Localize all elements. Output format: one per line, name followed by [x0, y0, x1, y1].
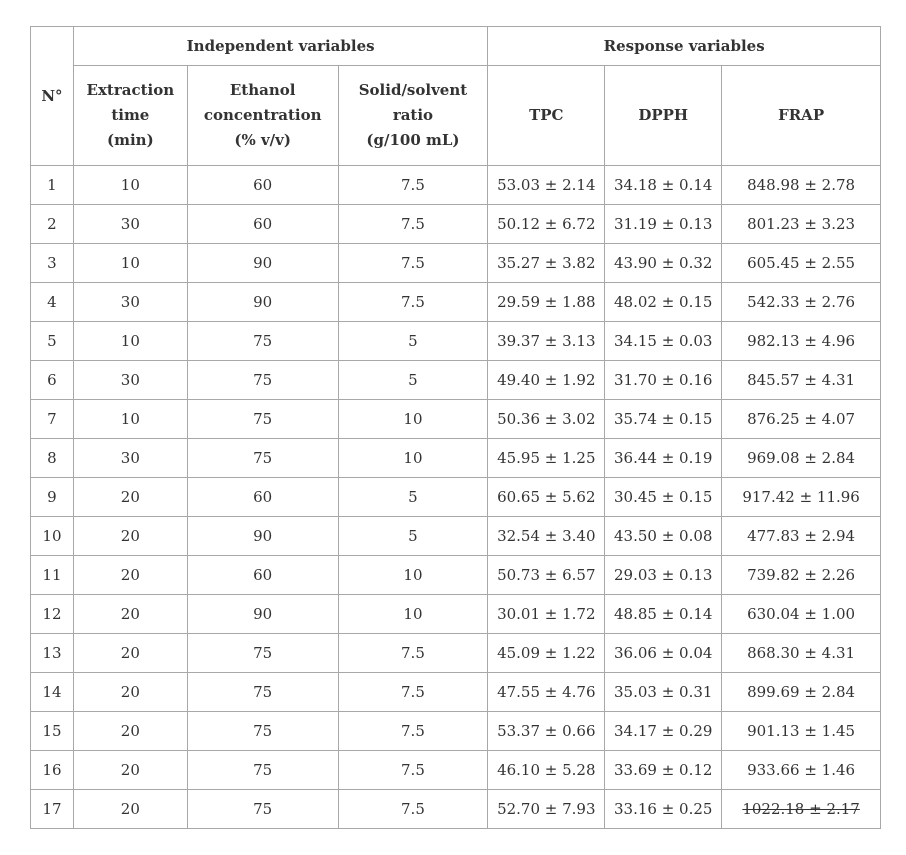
cell-extraction-time: 20: [73, 634, 187, 673]
table-row: [31, 322, 881, 361]
cell-dpph: 36.44 ± 0.19: [605, 439, 722, 478]
cell-tpc: 47.55 ± 4.76: [488, 673, 605, 712]
cell-frap: 845.57 ± 4.31: [722, 361, 881, 400]
cell-solid-solvent-ratio: 7.5: [338, 634, 488, 673]
cell-solid-solvent-ratio: 10: [338, 439, 488, 478]
cell-frap: 876.25 ± 4.07: [722, 400, 881, 439]
table-row: [31, 439, 881, 478]
cell-ethanol-concentration: 90: [187, 595, 338, 634]
cell-number: 13: [31, 634, 74, 673]
cell-frap: 542.33 ± 2.76: [722, 283, 881, 322]
results-table: [30, 26, 881, 829]
cell-number: 5: [31, 322, 74, 361]
cell-frap: 477.83 ± 2.94: [722, 517, 881, 556]
cell-solid-solvent-ratio: 5: [338, 478, 488, 517]
col-header-dpph: DPPH: [605, 66, 722, 166]
cell-ethanol-concentration: 75: [187, 634, 338, 673]
cell-number: 4: [31, 283, 74, 322]
cell-solid-solvent-ratio: 7.5: [338, 283, 488, 322]
cell-ethanol-concentration: 90: [187, 283, 338, 322]
cell-ethanol-concentration: 75: [187, 439, 338, 478]
cell-extraction-time: 20: [73, 751, 187, 790]
cell-extraction-time: 20: [73, 790, 187, 829]
cell-frap: 899.69 ± 2.84: [722, 673, 881, 712]
col-header-ethanol-concentration: Ethanol concentration (% v/v): [187, 66, 338, 166]
cell-frap: 982.13 ± 4.96: [722, 322, 881, 361]
cell-frap: 739.82 ± 2.26: [722, 556, 881, 595]
table-row: [31, 712, 881, 751]
cell-dpph: 36.06 ± 0.04: [605, 634, 722, 673]
table-row: [31, 400, 881, 439]
cell-number: 16: [31, 751, 74, 790]
cell-ethanol-concentration: 90: [187, 244, 338, 283]
cell-frap: 605.45 ± 2.55: [722, 244, 881, 283]
table-row: [31, 673, 881, 712]
cell-dpph: 34.17 ± 0.29: [605, 712, 722, 751]
cell-number: 3: [31, 244, 74, 283]
cell-solid-solvent-ratio: 10: [338, 595, 488, 634]
cell-tpc: 29.59 ± 1.88: [488, 283, 605, 322]
table-row: [31, 205, 881, 244]
table-header: [31, 27, 881, 166]
cell-frap: 969.08 ± 2.84: [722, 439, 881, 478]
cell-ethanol-concentration: 60: [187, 556, 338, 595]
cell-ethanol-concentration: 60: [187, 205, 338, 244]
cell-number: 9: [31, 478, 74, 517]
cell-dpph: 33.69 ± 0.12: [605, 751, 722, 790]
cell-solid-solvent-ratio: 7.5: [338, 244, 488, 283]
table-row: [31, 790, 881, 829]
cell-solid-solvent-ratio: 10: [338, 556, 488, 595]
cell-dpph: 43.50 ± 0.08: [605, 517, 722, 556]
cell-solid-solvent-ratio: 5: [338, 517, 488, 556]
cell-number: 7: [31, 400, 74, 439]
cell-dpph: 30.45 ± 0.15: [605, 478, 722, 517]
table-row: [31, 556, 881, 595]
cell-solid-solvent-ratio: 7.5: [338, 205, 488, 244]
cell-dpph: 34.15 ± 0.03: [605, 322, 722, 361]
cell-frap: 630.04 ± 1.00: [722, 595, 881, 634]
cell-frap: 801.23 ± 3.23: [722, 205, 881, 244]
cell-number: 6: [31, 361, 74, 400]
table-body: [31, 166, 881, 829]
cell-extraction-time: 20: [73, 595, 187, 634]
cell-dpph: 35.03 ± 0.31: [605, 673, 722, 712]
table-row: [31, 595, 881, 634]
header-row-columns: [31, 66, 881, 166]
table-row: [31, 244, 881, 283]
cell-frap: 917.42 ± 11.96: [722, 478, 881, 517]
cell-extraction-time: 10: [73, 244, 187, 283]
cell-tpc: 60.65 ± 5.62: [488, 478, 605, 517]
cell-extraction-time: 20: [73, 517, 187, 556]
cell-solid-solvent-ratio: 10: [338, 400, 488, 439]
cell-tpc: 50.73 ± 6.57: [488, 556, 605, 595]
cell-extraction-time: 20: [73, 712, 187, 751]
cell-dpph: 34.18 ± 0.14: [605, 166, 722, 205]
cell-dpph: 48.85 ± 0.14: [605, 595, 722, 634]
cell-dpph: 43.90 ± 0.32: [605, 244, 722, 283]
table-row: [31, 166, 881, 205]
cell-tpc: 52.70 ± 7.93: [488, 790, 605, 829]
cell-frap: 933.66 ± 1.46: [722, 751, 881, 790]
cell-tpc: 53.03 ± 2.14: [488, 166, 605, 205]
cell-number: 12: [31, 595, 74, 634]
cell-frap: 848.98 ± 2.78: [722, 166, 881, 205]
cell-ethanol-concentration: 75: [187, 712, 338, 751]
cell-solid-solvent-ratio: 7.5: [338, 712, 488, 751]
group-header-response: Response variables: [488, 27, 881, 66]
table-row: [31, 517, 881, 556]
cell-tpc: 53.37 ± 0.66: [488, 712, 605, 751]
cell-extraction-time: 30: [73, 205, 187, 244]
table-row: [31, 283, 881, 322]
cell-ethanol-concentration: 75: [187, 361, 338, 400]
cell-extraction-time: 30: [73, 361, 187, 400]
cell-number: 10: [31, 517, 74, 556]
cell-number: 11: [31, 556, 74, 595]
cell-frap: 901.13 ± 1.45: [722, 712, 881, 751]
cell-ethanol-concentration: 90: [187, 517, 338, 556]
cell-dpph: 31.19 ± 0.13: [605, 205, 722, 244]
cell-dpph: 29.03 ± 0.13: [605, 556, 722, 595]
cell-number: 14: [31, 673, 74, 712]
cell-extraction-time: 20: [73, 673, 187, 712]
cell-solid-solvent-ratio: 7.5: [338, 790, 488, 829]
cell-extraction-time: 10: [73, 400, 187, 439]
cell-frap: 1022.18 ± 2.17: [722, 790, 881, 829]
cell-frap: 868.30 ± 4.31: [722, 634, 881, 673]
col-header-solid-solvent-ratio: Solid/solvent ratio (g/100 mL): [338, 66, 488, 166]
cell-tpc: 49.40 ± 1.92: [488, 361, 605, 400]
col-header-frap: FRAP: [722, 66, 881, 166]
cell-dpph: 31.70 ± 0.16: [605, 361, 722, 400]
cell-number: 17: [31, 790, 74, 829]
cell-ethanol-concentration: 75: [187, 790, 338, 829]
cell-ethanol-concentration: 60: [187, 478, 338, 517]
cell-ethanol-concentration: 75: [187, 400, 338, 439]
cell-tpc: 32.54 ± 3.40: [488, 517, 605, 556]
cell-extraction-time: 10: [73, 166, 187, 205]
cell-tpc: 50.36 ± 3.02: [488, 400, 605, 439]
cell-dpph: 48.02 ± 0.15: [605, 283, 722, 322]
col-header-number: N°: [31, 27, 74, 166]
group-header-independent: Independent variables: [73, 27, 487, 66]
cell-dpph: 35.74 ± 0.15: [605, 400, 722, 439]
cell-tpc: 35.27 ± 3.82: [488, 244, 605, 283]
cell-solid-solvent-ratio: 7.5: [338, 751, 488, 790]
cell-tpc: 39.37 ± 3.13: [488, 322, 605, 361]
table-row: [31, 751, 881, 790]
table-row: [31, 634, 881, 673]
cell-extraction-time: 20: [73, 556, 187, 595]
cell-number: 15: [31, 712, 74, 751]
cell-tpc: 45.09 ± 1.22: [488, 634, 605, 673]
col-header-extraction-time: Extraction time (min): [73, 66, 187, 166]
cell-ethanol-concentration: 75: [187, 751, 338, 790]
cell-extraction-time: 30: [73, 439, 187, 478]
cell-solid-solvent-ratio: 7.5: [338, 673, 488, 712]
cell-ethanol-concentration: 75: [187, 673, 338, 712]
cell-tpc: 50.12 ± 6.72: [488, 205, 605, 244]
cell-ethanol-concentration: 75: [187, 322, 338, 361]
cell-solid-solvent-ratio: 5: [338, 322, 488, 361]
cell-tpc: 46.10 ± 5.28: [488, 751, 605, 790]
cell-dpph: 33.16 ± 0.25: [605, 790, 722, 829]
cell-tpc: 30.01 ± 1.72: [488, 595, 605, 634]
table-row: [31, 361, 881, 400]
cell-extraction-time: 20: [73, 478, 187, 517]
cell-solid-solvent-ratio: 5: [338, 361, 488, 400]
cell-extraction-time: 30: [73, 283, 187, 322]
cell-number: 1: [31, 166, 74, 205]
header-row-group: [31, 27, 881, 66]
cell-tpc: 45.95 ± 1.25: [488, 439, 605, 478]
cell-ethanol-concentration: 60: [187, 166, 338, 205]
cell-number: 8: [31, 439, 74, 478]
cell-number: 2: [31, 205, 74, 244]
table-row: [31, 478, 881, 517]
cell-extraction-time: 10: [73, 322, 187, 361]
col-header-tpc: TPC: [488, 66, 605, 166]
cell-solid-solvent-ratio: 7.5: [338, 166, 488, 205]
